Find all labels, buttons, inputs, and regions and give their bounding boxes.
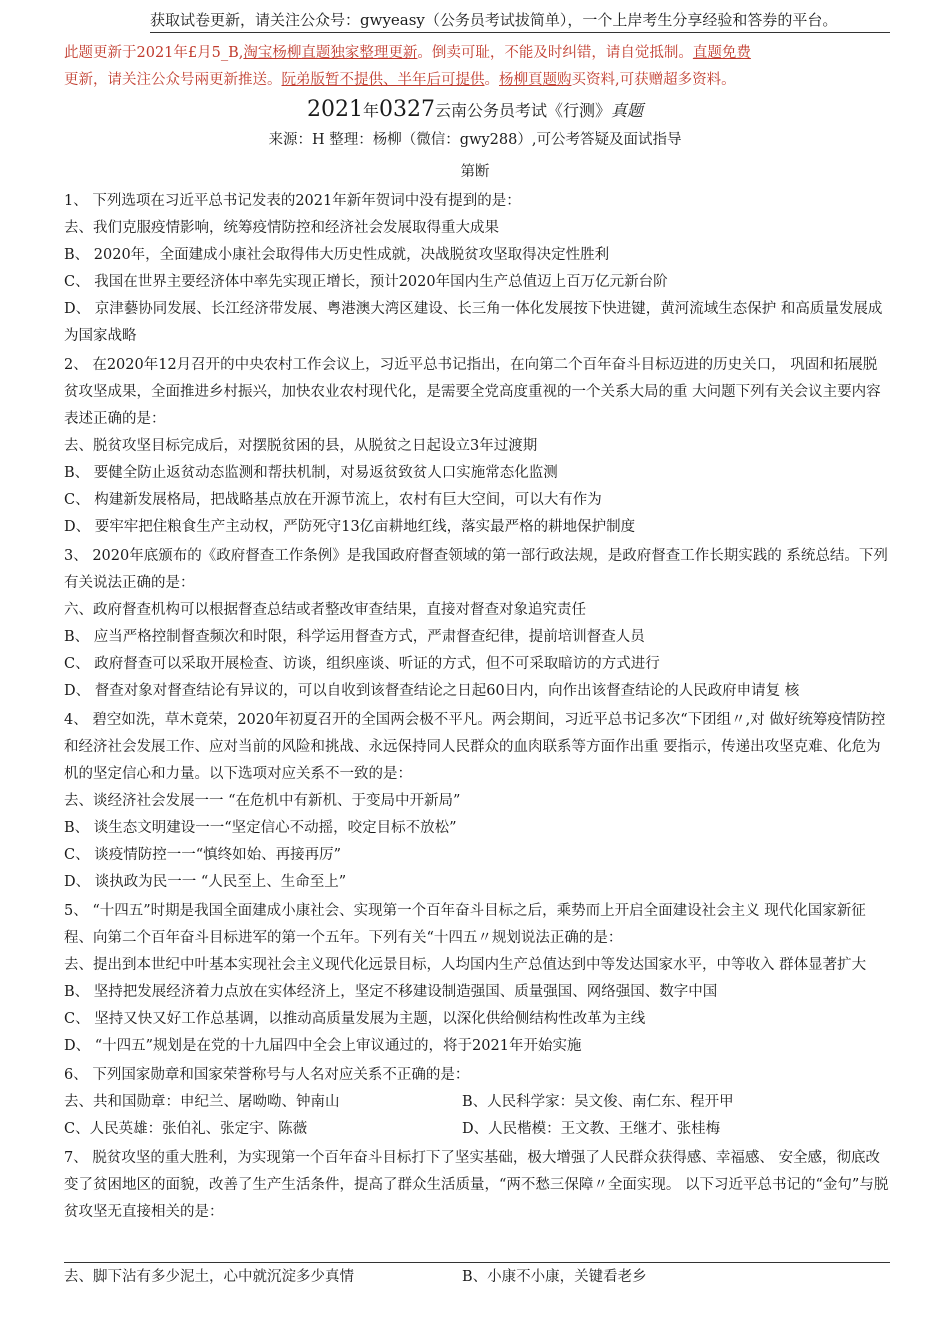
option: C、人民英雄：张伯礼、张定宇、陈薇	[64, 1121, 308, 1137]
option-row	[64, 1116, 890, 1143]
title-mid: 年	[362, 101, 379, 120]
divider	[64, 1262, 890, 1263]
notice-free-link[interactable]: 直题免费	[692, 45, 751, 61]
option: B、 坚持把发展经济着力点放在实体经济上，坚定不移建设制造强国、质量强国、网络强国、数字中国	[64, 984, 718, 1000]
question-stem: 6、 下列国家勋章和国家荣誉称号与人名对应关系不正确的是：	[64, 1067, 470, 1083]
option: 去、脚下沾有多少泥土，心中就沉淀多少真情	[64, 1269, 354, 1285]
notice-part-7: 。	[484, 72, 499, 88]
question	[64, 543, 890, 705]
option: B、小康不小康，关键看老乡	[462, 1269, 647, 1285]
notice-part-1: 此题更新于2021年£月5_B,	[64, 45, 244, 61]
title-rest: 云南公务员考试《行测》	[434, 101, 611, 120]
option: 去、谈经济社会发展一一 “在危机中有新机、于变局中开新局”	[64, 793, 461, 809]
notice-part-9: 买资料,可获赠超多资料。	[571, 72, 736, 88]
update-notice	[64, 40, 894, 94]
question-stem: 5、 “十四五”时期是我国全面建成小康社会、实现第一个百年奋斗目标之后，乘势而上开启全面建设社会主义 现代化国家新征程、向第二个百年奋斗目标进军的第一个五年。下列有关“十四五〃规划说法正确的是：	[64, 903, 866, 946]
notice-part-3: 。倒卖可耻，不能及时纠错，请自觉抵制。	[417, 45, 693, 61]
option: D、人民楷模：王文教、王继才、张桂梅	[462, 1121, 721, 1137]
option: 去、我们克服疫情影响，统筹疫情防控和经济社会发展取得重大成果	[64, 220, 499, 236]
top-banner	[150, 8, 890, 33]
section-heading: 第断	[460, 164, 490, 180]
source-line: 来源：H 整理：杨柳（微信：gwy288）,可公考答疑及面试指导	[268, 132, 682, 148]
question-stem: 7、 脱贫攻坚的重大胜利，为实现第一个百年奋斗目标打下了坚实基础，极大增强了人民群众获得感、幸福感、 安全感，彻底改变了贫困地区的面貌，改善了生产生活条件，提高了群众生活质量，“两不愁三保障〃全面实现。 以下习近平总书记的“金句”与脱贫攻坚无直接相关的是：	[64, 1150, 889, 1220]
option-row	[64, 1089, 890, 1116]
option-row	[64, 1264, 890, 1291]
option: 去、共和国勋章：申纪兰、屠呦呦、钟南山	[64, 1094, 340, 1110]
question-stem: 4、 碧空如洗，草木竟荣，2020年初夏召开的全国两会极不平凡。两会期间，习近平总书记多次“下团组〃,对 做好统筹疫情防控和经济社会发展工作、应对当前的风险和挑战、永远保持同人民群众的血肉联系等方面作出重 要指示，传递出攻坚克难、化危为机的坚定信心和力量。以下选项对应关系不一致的是：	[64, 712, 886, 782]
banner-text: 获取试卷更新，请关注公众号：gwyeasy（公务员考试拔简单），一个上岸考生分享经验和答券的平台。	[150, 11, 838, 29]
question	[64, 898, 890, 1060]
option: 去、提出到本世纪中叶基本实现社会主义现代化远景目标，人均国内生产总值达到中等发达国家水平，中等收入 群体显著扩大	[64, 957, 867, 973]
option: D、 要牢牢把住粮食生产主动权，严防死守13亿亩耕地红线，落实最严格的耕地保护制度	[64, 519, 636, 535]
title-tail: 真题	[611, 101, 644, 120]
question	[64, 1062, 890, 1143]
title-date: 0327	[378, 97, 435, 122]
option: C、 坚持又快又好工作总基调，以推动高质量发展为主题，以深化供给侧结构性改革为主线	[64, 1011, 646, 1027]
question	[64, 1145, 890, 1226]
question	[64, 707, 890, 896]
option: B、 谈生态文明建设一一“坚定信心不动摇，咬定目标不放松”	[64, 820, 457, 836]
notice-version-link[interactable]: 阮弟版暂不提供、半年后可提供	[281, 72, 485, 88]
notice-shop-link[interactable]: 杨柳頁题购	[499, 72, 572, 88]
question-stem: 3、 2020年底颁布的《政府督查工作条例》是我国政府督查领域的第一部行政法规，是政府督查工作长期实践的 系统总结。下列有关说法正确的是：	[64, 548, 888, 591]
question-stem: 1、 下列选项在习近平总书记发表的2021年新年贺词中没有提到的是：	[64, 193, 521, 209]
title-year: 2021	[306, 97, 363, 122]
option: D、 “十四五”规划是在党的十九届四中全会上审议通过的，将于2021年开始实施	[64, 1038, 582, 1054]
option: C、 构建新发展格局，把战略基点放在开源节流上，农村有巨大空间，可以大有作为	[64, 492, 602, 508]
option: D、 谈执政为民一一 “人民至上、生命至上”	[64, 874, 347, 890]
page-title	[0, 96, 950, 125]
option: 去、脱贫攻坚目标完成后，对摆脱贫困的县，从脱贫之日起设立3年过渡期	[64, 438, 538, 454]
question	[64, 352, 890, 541]
question-stem: 2、 在2020年12月召开的中央农村工作会议上，习近平总书记指出，在向第二个百年奋斗目标迈进的历史关口， 巩固和拓展脱贫攻坚成果，全面推进乡村振兴，加快农业农村现代化，是需要全党高度重视的一个关系大局的重 大问题下列有关会议主要内容表述正确的是：	[64, 357, 881, 427]
option: B、 2020年，全面建成小康社会取得伟大历史性成就，决战脱贫攻坚取得决定性胜利	[64, 247, 610, 263]
option: 六、政府督查机构可以根据督查总结或者整改审查结果，直接对督查对象追究责任	[64, 602, 586, 618]
notice-part-5: 更新，请关注公众号兩更新推送。	[64, 72, 282, 88]
option: C、 谈疫情防控一一“慎终如始、再接再厉”	[64, 847, 342, 863]
option: B、 要健全防止返贫动态监测和帮扶机制，对易返贫致贫人口实施常态化监测	[64, 465, 558, 481]
question-list	[64, 186, 890, 1226]
option: D、 京津藝协同发展、长江经济带发展、粤港澳大湾区建设、长三角一体化发展按下快进键，黄河流域生态保护 和高质量发展成为国家战略	[64, 301, 883, 344]
option: C、 我国在世界主要经济体中率先实现正增长，预计2020年国内生产总值迈上百万亿元新台阶	[64, 274, 668, 290]
notice-taobao-link[interactable]: 淘宝杨柳直题独家整理更新	[243, 45, 418, 61]
option: D、 督查对象对督查结论有异议的，可以自收到该督查结论之日起60日内，向作出该督查结论的人民政府申请复 核	[64, 683, 800, 699]
question	[64, 188, 890, 350]
option: C、 政府督查可以采取开展检查、访谈，组织座谈、听证的方式，但不可采取暗访的方式进行	[64, 656, 660, 672]
option: B、人民科学家：吴文俊、南仁东、程开甲	[462, 1094, 734, 1110]
option: B、 应当严格控制督查频次和时限，科学运用督查方式，严肃督查纪律，提前培训督查人员	[64, 629, 645, 645]
